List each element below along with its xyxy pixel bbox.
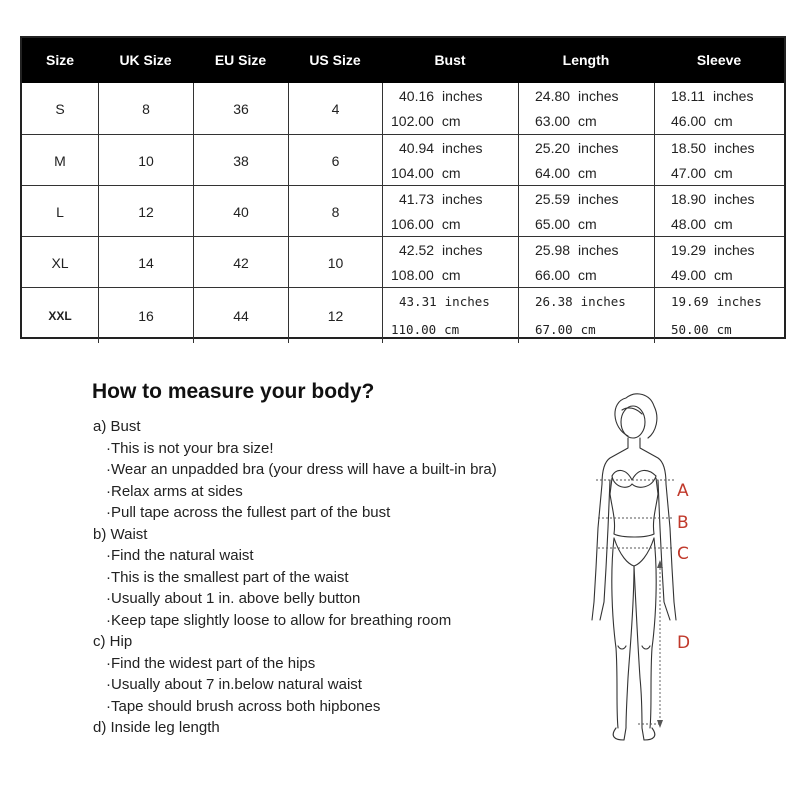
table-cell-length [518, 186, 654, 237]
guide-instruction: ·Relax arms at sides [106, 482, 243, 500]
unit-label: inches [442, 87, 483, 104]
unit-label: cm [444, 321, 460, 337]
guide-instruction: ·Find the widest part of the hips [106, 654, 316, 672]
sleeve-inches-value: 18.11 [671, 87, 705, 104]
guide-section-heading: b) Waist [93, 525, 148, 543]
sleeve-cm-value: 49.00 [671, 267, 707, 284]
table-cell-uk: 10 [98, 135, 193, 186]
column-header: US Size [309, 52, 361, 68]
measure-guide [93, 416, 573, 739]
table-cell-uk: 12 [98, 186, 193, 237]
column-header: UK Size [119, 52, 172, 68]
table-cell-uk: 16 [98, 288, 193, 343]
column-header: EU Size [214, 52, 267, 68]
sleeve-cm-value: 47.00 [671, 165, 707, 182]
table-cell-uk: 14 [98, 237, 193, 288]
unit-label: inches [442, 241, 483, 258]
guide-instruction: ·Wear an unpadded bra (your dress will have a built-in bra) [106, 461, 497, 478]
sleeve-cm-value: 50.00 [671, 321, 709, 337]
sleeve-cm-value: 48.00 [671, 216, 707, 233]
table-cell-us: 8 [288, 186, 382, 237]
table-cell-size: XXL [48, 308, 72, 323]
table-cell-sleeve [654, 237, 784, 288]
guide-instruction: ·Keep tape slightly loose to allow for breathing room [106, 611, 452, 629]
table-cell-bust [382, 288, 518, 343]
unit-label: inches [442, 139, 483, 156]
table-cell-eu: 44 [193, 288, 288, 343]
table-cell-sleeve [654, 288, 784, 343]
unit-label: inches [716, 294, 762, 310]
table-cell-length [518, 237, 654, 288]
table-cell-us: 6 [288, 135, 382, 186]
bust-inches-value: 42.52 [399, 241, 435, 258]
table-cell-bust [382, 237, 518, 288]
table-row [22, 287, 784, 343]
column-header: Sleeve [696, 52, 742, 68]
table-cell-bust [382, 83, 518, 134]
label-b: B [677, 513, 689, 533]
table-cell-size: M [54, 152, 66, 169]
length-inches-value: 25.59 [535, 190, 571, 207]
unit-label: inches [714, 241, 755, 258]
bust-inches-value: 40.16 [399, 87, 435, 104]
guide-instruction: ·Usually about 1 in. above belly button [106, 590, 361, 607]
guide-instruction: ·Tape should brush across both hipbones [106, 697, 381, 715]
table-row [22, 236, 784, 288]
unit-label: cm [714, 267, 733, 284]
guide-title: How to measure your body? [92, 380, 375, 403]
sleeve-cm-value: 46.00 [671, 113, 707, 130]
sleeve-inches-value: 18.90 [671, 190, 707, 207]
sleeve-inches-value: 18.50 [671, 139, 707, 156]
length-cm-value: 67.00 [535, 321, 573, 337]
size-chart-table [20, 36, 786, 339]
table-cell-size: L [56, 203, 64, 220]
table-cell-us: 10 [288, 237, 382, 288]
unit-label: cm [578, 165, 597, 182]
unit-label: inches [578, 87, 619, 104]
unit-label: inches [713, 87, 754, 104]
unit-label: cm [578, 113, 597, 130]
unit-label: inches [578, 190, 619, 207]
table-cell-us: 4 [288, 83, 382, 134]
guide-instruction: ·This is the smallest part of the waist [106, 568, 349, 586]
table-row [22, 134, 784, 186]
guide-section-heading: d) Inside leg length [93, 719, 220, 736]
unit-label: inches [578, 139, 619, 156]
table-cell-eu: 40 [193, 186, 288, 237]
table-cell-length [518, 83, 654, 134]
label-d: D [677, 633, 691, 653]
label-c: C [677, 544, 689, 564]
sleeve-inches-value: 19.69 [671, 294, 709, 310]
length-cm-value: 63.00 [535, 113, 571, 130]
table-cell-eu: 42 [193, 237, 288, 288]
table-cell-uk: 8 [98, 83, 193, 134]
bust-cm-value: 102.00 [391, 113, 434, 130]
column-header: Length [562, 52, 610, 68]
label-a: A [677, 481, 689, 501]
unit-label: cm [578, 267, 597, 284]
table-row [22, 83, 784, 134]
column-header: Bust [434, 52, 466, 68]
unit-label: inches [444, 294, 490, 310]
table-cell-bust [382, 186, 518, 237]
length-cm-value: 65.00 [535, 216, 571, 233]
unit-label: cm [580, 321, 596, 337]
unit-label: cm [441, 216, 461, 233]
unit-label: cm [716, 321, 732, 337]
table-cell-eu: 38 [193, 135, 288, 186]
length-cm-value: 64.00 [535, 165, 571, 182]
length-inches-value: 24.80 [535, 87, 571, 104]
unit-label: cm [714, 165, 733, 182]
table-cell-size: S [55, 100, 65, 117]
guide-instruction: ·This is not your bra size! [106, 439, 274, 457]
guide-instruction: ·Usually about 7 in.below natural waist [106, 676, 362, 693]
unit-label: inches [442, 190, 483, 207]
table-cell-sleeve [654, 186, 784, 237]
unit-label: cm [714, 216, 733, 233]
bust-cm-value: 110.00 [391, 321, 437, 337]
guide-section-heading: c) Hip [93, 633, 133, 650]
table-header [22, 38, 784, 83]
column-header: Size [45, 52, 74, 68]
unit-label: inches [580, 294, 626, 310]
sleeve-inches-value: 19.29 [671, 241, 707, 258]
bust-inches-value: 41.73 [399, 190, 435, 207]
bust-inches-value: 43.31 [399, 294, 437, 310]
table-cell-sleeve [654, 83, 784, 134]
unit-label: inches [714, 139, 755, 156]
unit-label: cm [578, 216, 597, 233]
bust-cm-value: 108.00 [391, 267, 434, 284]
guide-section-heading: a) Bust [93, 418, 141, 435]
unit-label: cm [441, 165, 461, 182]
unit-label: inches [714, 190, 755, 207]
bust-inches-value: 40.94 [399, 139, 435, 156]
unit-label: cm [441, 113, 461, 130]
guide-instruction: ·Pull tape across the fullest part of the bust [106, 504, 391, 521]
unit-label: cm [714, 113, 733, 130]
bust-cm-value: 106.00 [391, 216, 434, 233]
table-cell-eu: 36 [193, 83, 288, 134]
unit-label: inches [578, 241, 619, 258]
length-inches-value: 26.38 [535, 294, 573, 310]
table-cell-us: 12 [288, 288, 382, 343]
table-cell-bust [382, 135, 518, 186]
table-cell-length [518, 288, 654, 343]
unit-label: cm [441, 267, 461, 284]
length-inches-value: 25.20 [535, 139, 571, 156]
bust-cm-value: 104.00 [391, 165, 434, 182]
body-measurement-figure [576, 388, 700, 748]
table-cell-size: XL [51, 254, 69, 271]
table-cell-sleeve [654, 135, 784, 186]
length-cm-value: 66.00 [535, 267, 571, 284]
guide-instruction: ·Find the natural waist [106, 547, 254, 564]
table-cell-length [518, 135, 654, 186]
table-row [22, 185, 784, 237]
length-inches-value: 25.98 [535, 241, 571, 258]
